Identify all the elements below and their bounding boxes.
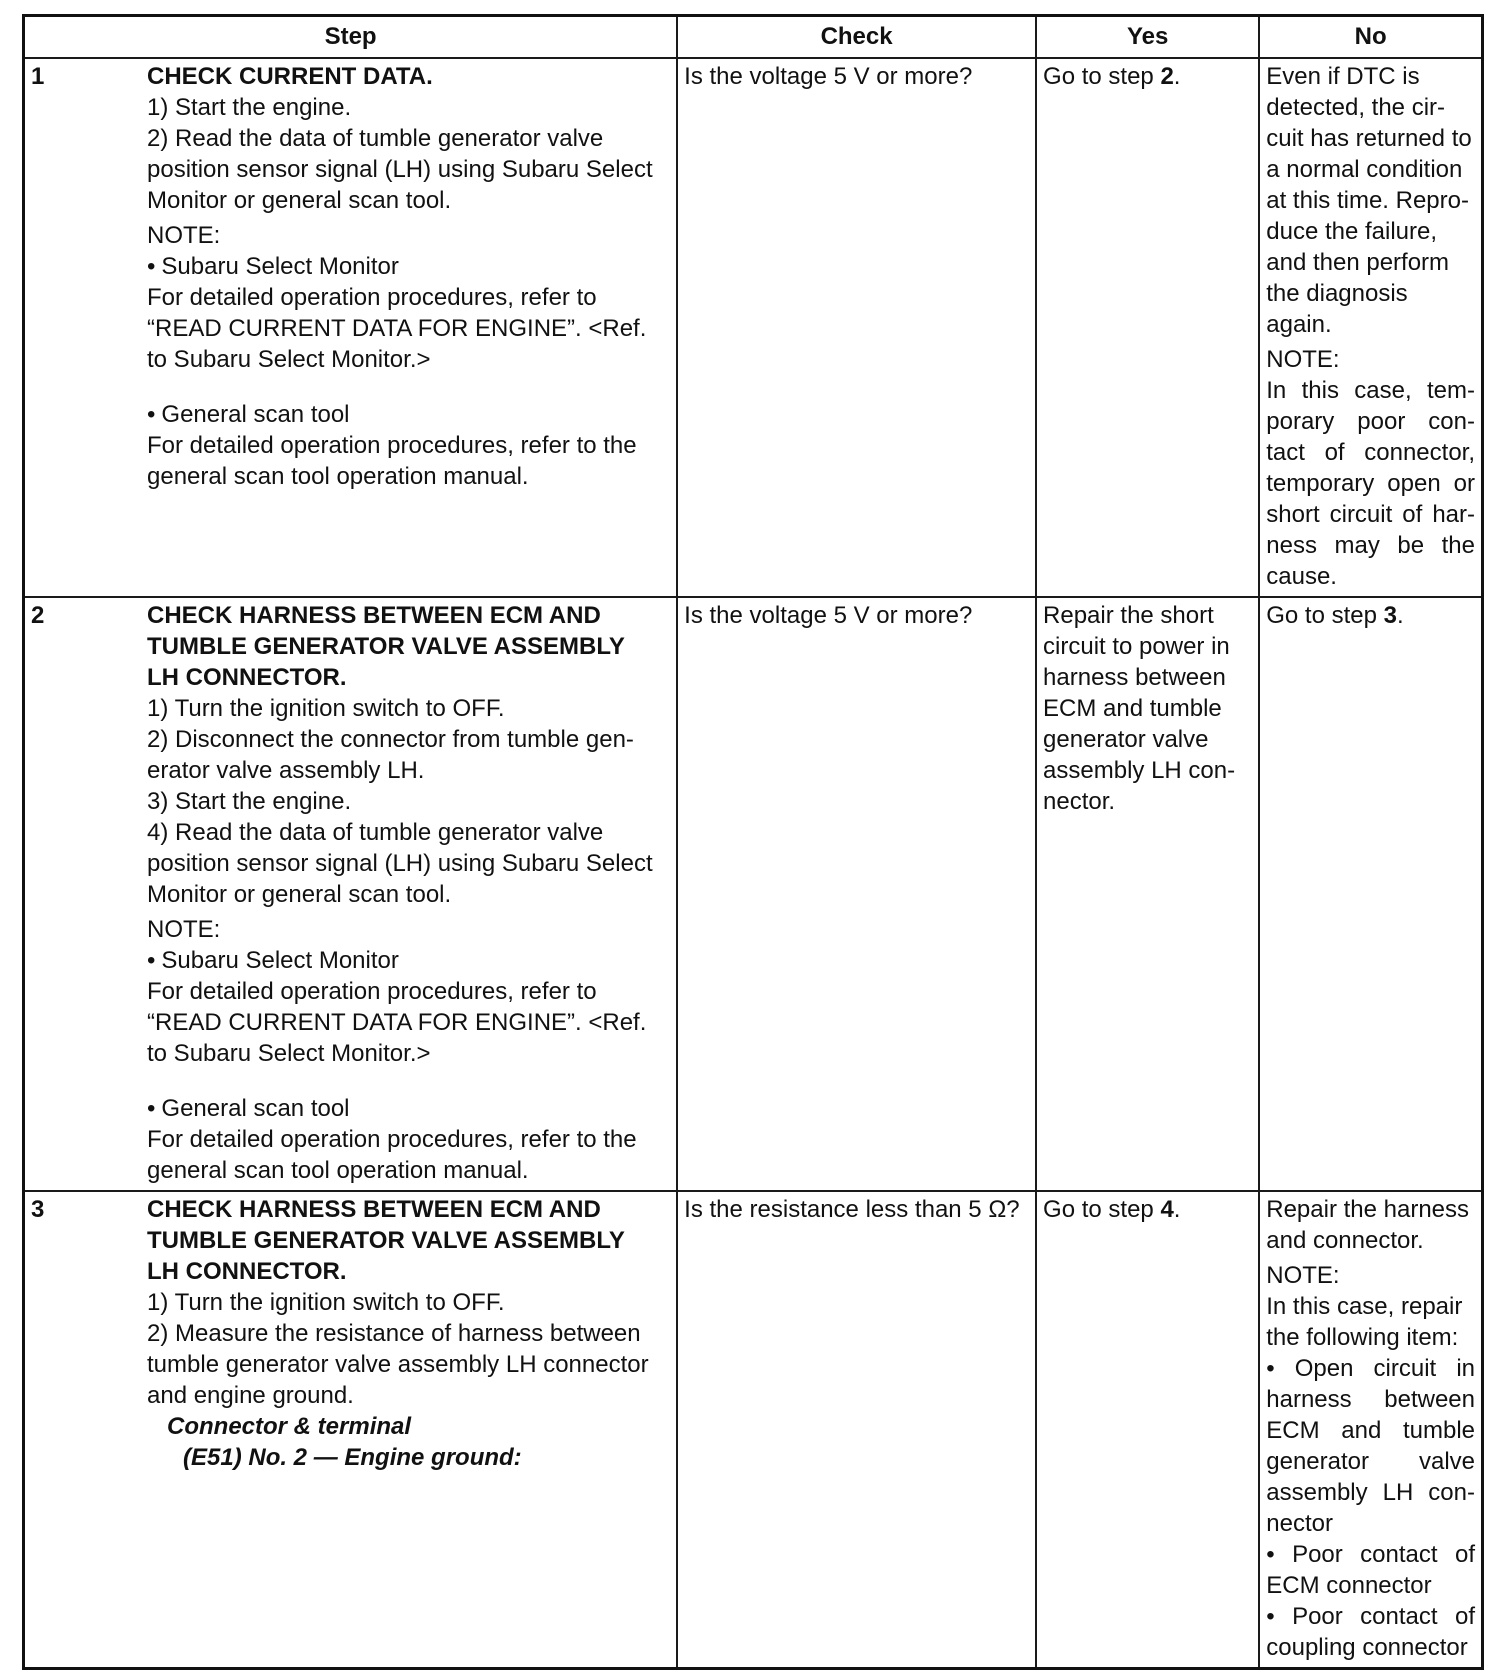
yes-prefix: Go to step [1043, 1196, 1161, 1223]
no-line: at this time. Repro- [1266, 187, 1469, 214]
header-no: No [1259, 16, 1482, 59]
yes-suffix: . [1173, 63, 1181, 90]
header-yes: Yes [1036, 16, 1259, 59]
no-line: nector [1266, 1510, 1333, 1537]
header-check: Check [677, 16, 1036, 59]
step-line: 4) Read the data of tumble generator valve [147, 819, 604, 846]
diagnostic-table [22, 14, 1484, 1670]
step-line: to Subaru Select Monitor.> [147, 346, 431, 373]
note-label: NOTE: [147, 916, 221, 943]
no-line: temporary open or [1266, 470, 1475, 497]
step-heading: LH CONNECTOR. [147, 664, 347, 691]
no-line: In this case, tem- [1266, 377, 1475, 404]
yes-suffix: . [1173, 1196, 1181, 1223]
step-line: position sensor signal (LH) using Subaru Select [147, 850, 653, 877]
no-line: duce the failure, [1266, 218, 1438, 245]
yes-cell [1036, 58, 1259, 597]
no-line: cuit has returned to [1266, 125, 1472, 152]
no-line: a normal condition [1266, 156, 1463, 183]
note-label: NOTE: [1266, 346, 1340, 373]
spec-value: (E51) No. 2 — Engine ground: [183, 1444, 522, 1471]
no-line: ECM and tumble [1266, 1417, 1475, 1444]
spacer [147, 1069, 670, 1093]
table-row [24, 1191, 1483, 1669]
spec-label: Connector & terminal [167, 1413, 412, 1440]
bullet-gst: • General scan tool [147, 1093, 670, 1124]
yes-line: harness between [1043, 664, 1226, 691]
step-line: 3) Start the engine. [147, 788, 352, 815]
no-line: Even if DTC is [1266, 63, 1420, 90]
step-line: 1) Turn the ignition switch to OFF. [147, 695, 505, 722]
no-line: and then perform [1266, 249, 1450, 276]
step-line: 1) Start the engine. [147, 94, 352, 121]
yes-line: ECM and tumble [1043, 695, 1222, 722]
no-line: again. [1266, 311, 1332, 338]
yes-cell [1036, 597, 1259, 1191]
no-cell [1259, 58, 1482, 597]
step-line: and engine ground. [147, 1382, 354, 1409]
step-heading: CHECK HARNESS BETWEEN ECM AND [147, 1196, 601, 1223]
no-line: harness between [1266, 1386, 1475, 1413]
bullet-gst: • General scan tool [147, 399, 670, 430]
step-body [147, 1192, 676, 1477]
step-line: Monitor or general scan tool. [147, 881, 452, 908]
step-heading: LH CONNECTOR. [147, 1258, 347, 1285]
spacer [147, 375, 670, 399]
step-line: Monitor or general scan tool. [147, 187, 452, 214]
yes-line: circuit to power in [1043, 633, 1230, 660]
step-heading: CHECK CURRENT DATA. [147, 63, 433, 90]
step-line: 1) Turn the ignition switch to OFF. [147, 1289, 505, 1316]
step-line: 2) Disconnect the connector from tumble gen- [147, 726, 634, 753]
no-line: tact of connector, [1266, 439, 1475, 466]
no-cell [1259, 597, 1482, 1191]
no-line: assembly LH con- [1266, 1479, 1475, 1506]
no-line: and connector. [1266, 1227, 1424, 1254]
no-suffix: . [1397, 602, 1404, 629]
step-body [147, 59, 676, 496]
yes-line: Repair the short [1043, 602, 1214, 629]
bullet-ssm: • Subaru Select Monitor [147, 251, 670, 282]
yes-step-ref: 2 [1160, 63, 1174, 90]
no-line: generator valve [1266, 1448, 1475, 1475]
step-line: general scan tool operation manual. [147, 1157, 529, 1184]
no-line: In this case, repair [1266, 1293, 1463, 1320]
step-cell [24, 597, 678, 1191]
check-cell: Is the voltage 5 V or more? [677, 58, 1036, 597]
no-line: ness may be the [1266, 532, 1475, 559]
no-line: the following item: [1266, 1324, 1459, 1351]
step-line: position sensor signal (LH) using Subaru Select [147, 156, 653, 183]
table-header-row [24, 16, 1483, 59]
step-line: “READ CURRENT DATA FOR ENGINE”. <Ref. [147, 1009, 647, 1036]
no-line: • Open circuit in [1266, 1355, 1475, 1382]
no-line: ECM connector [1266, 1572, 1432, 1599]
step-line: tumble generator valve assembly LH connector [147, 1351, 649, 1378]
yes-cell [1036, 1191, 1259, 1669]
yes-prefix: Go to step [1043, 63, 1161, 90]
yes-line: nector. [1043, 788, 1116, 815]
no-line: cause. [1266, 563, 1337, 590]
yes-line: assembly LH con- [1043, 757, 1236, 784]
step-number: 3 [31, 1196, 45, 1223]
no-line: • Poor contact of [1266, 1541, 1475, 1568]
check-cell: Is the resistance less than 5 Ω? [677, 1191, 1036, 1669]
no-prefix: Go to step [1266, 602, 1384, 629]
no-line: detected, the cir- [1266, 94, 1446, 121]
step-line: 2) Measure the resistance of harness between [147, 1320, 641, 1347]
step-line: general scan tool operation manual. [147, 463, 529, 490]
no-cell [1259, 1191, 1482, 1669]
step-heading: TUMBLE GENERATOR VALVE ASSEMBLY [147, 1227, 625, 1254]
step-body [147, 598, 676, 1190]
no-step-ref: 3 [1383, 602, 1398, 629]
step-cell [24, 1191, 678, 1669]
step-line: to Subaru Select Monitor.> [147, 1040, 431, 1067]
step-line: 2) Read the data of tumble generator valve [147, 125, 604, 152]
table-row [24, 597, 1483, 1191]
note-label: NOTE: [147, 222, 221, 249]
no-line: Repair the harness [1266, 1196, 1470, 1223]
no-line: • Poor contact of [1266, 1603, 1475, 1630]
step-line: For detailed operation procedures, refer to [147, 978, 597, 1005]
header-step: Step [24, 16, 678, 59]
bullet-ssm: • Subaru Select Monitor [147, 945, 670, 976]
no-line: short circuit of har- [1266, 501, 1475, 528]
table-row [24, 58, 1483, 597]
no-line: coupling connector [1266, 1634, 1468, 1661]
step-line: erator valve assembly LH. [147, 757, 425, 784]
yes-line: generator valve [1043, 726, 1209, 753]
step-cell [24, 58, 678, 597]
note-label: NOTE: [1266, 1262, 1340, 1289]
step-line: For detailed operation procedures, refer to [147, 284, 597, 311]
no-line: the diagnosis [1266, 280, 1408, 307]
step-heading: CHECK HARNESS BETWEEN ECM AND [147, 602, 601, 629]
step-line: “READ CURRENT DATA FOR ENGINE”. <Ref. [147, 315, 647, 342]
step-line: For detailed operation procedures, refer to the [147, 1126, 637, 1153]
step-line: For detailed operation procedures, refer to the [147, 432, 637, 459]
check-cell: Is the voltage 5 V or more? [677, 597, 1036, 1191]
step-heading: TUMBLE GENERATOR VALVE ASSEMBLY [147, 633, 625, 660]
yes-step-ref: 4 [1160, 1196, 1174, 1223]
step-number: 1 [31, 63, 45, 90]
step-number: 2 [31, 602, 45, 629]
no-line: porary poor con- [1266, 408, 1475, 435]
